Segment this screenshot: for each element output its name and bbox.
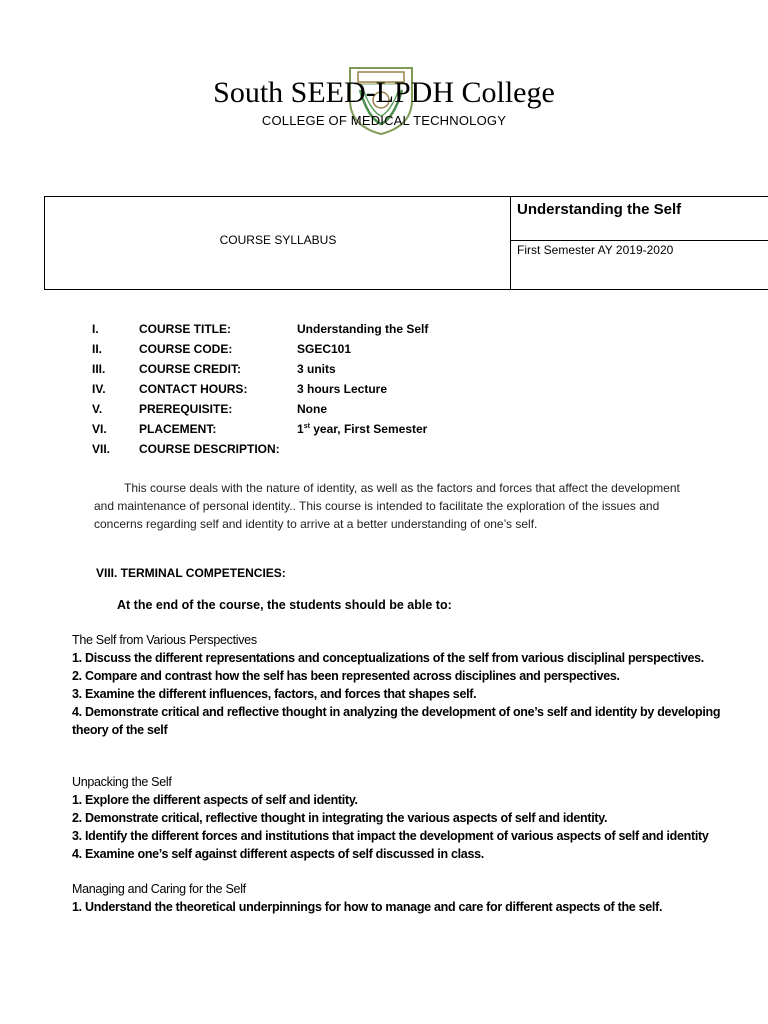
row-label: PREREQUISITE: bbox=[139, 402, 233, 416]
row-label: CONTACT HOURS: bbox=[139, 382, 248, 396]
list-item: 1. Discuss the different representations and conceptualizations of the self from various disciplinal perspectives. bbox=[72, 651, 704, 665]
row-label: COURSE TITLE: bbox=[139, 322, 231, 336]
row-value: SGEC101 bbox=[297, 342, 352, 356]
course-description bbox=[94, 479, 694, 533]
list-item: 4. Examine one’s self against different aspects of self discussed in class. bbox=[72, 847, 484, 861]
terminal-competencies-intro: At the end of the course, the students should be able to: bbox=[117, 598, 452, 612]
row-label: COURSE CREDIT: bbox=[139, 362, 242, 376]
list-item: 2. Demonstrate critical, reflective thought in integrating the various aspects of self and identity. bbox=[72, 811, 608, 825]
list-item: 3. Examine the different influences, factors, and forces that shapes self. bbox=[72, 687, 477, 701]
term-label: First Semester AY 2019-2020 bbox=[517, 243, 674, 257]
list-item: 4. Demonstrate critical and reflective thought in analyzing the development of one’s self and identity by developing theory of the self bbox=[72, 705, 721, 737]
row-value bbox=[297, 422, 427, 436]
list-item: 1. Understand the theoretical underpinnings for how to manage and care for different aspects of the self. bbox=[72, 900, 663, 914]
row-value: None bbox=[297, 402, 327, 416]
course-description-text: This course deals with the nature of identity, as well as the factors and forces that affect the development and maintenance of personal identity.. This course is intended to facilitate the exploration of the issues and concerns regarding self and identity to arrive at a better understanding of one’s self. bbox=[94, 481, 680, 531]
row-value: Understanding the Self bbox=[297, 322, 429, 336]
terminal-competencies-heading: VIII. TERMINAL COMPETENCIES: bbox=[96, 566, 286, 580]
row-label: PLACEMENT: bbox=[139, 422, 217, 436]
list-item: 1. Explore the different aspects of self and identity. bbox=[72, 793, 358, 807]
competency-section bbox=[72, 880, 732, 916]
list-item: 3. Identify the different forces and institutions that impact the development of various aspects of self and identity bbox=[72, 829, 709, 843]
list-item: 2. Compare and contrast how the self has been represented across disciplines and perspectives. bbox=[72, 669, 620, 683]
row-value: 3 hours Lecture bbox=[297, 382, 388, 396]
syllabus-label-cell bbox=[45, 197, 511, 289]
section-title: The Self from Various Perspectives bbox=[72, 633, 257, 647]
placement-rest: year, First Semester bbox=[309, 422, 428, 436]
competency-section bbox=[72, 773, 732, 863]
row-number: V. bbox=[92, 402, 103, 416]
row-number: I. bbox=[92, 322, 99, 336]
course-name-cell bbox=[511, 197, 768, 241]
section-title: Unpacking the Self bbox=[72, 775, 172, 789]
section-title: Managing and Caring for the Self bbox=[72, 882, 246, 896]
department-name: COLLEGE OF MEDICAL TECHNOLOGY bbox=[261, 113, 507, 128]
row-value: 3 units bbox=[297, 362, 336, 376]
placement-year: 1 bbox=[297, 422, 304, 436]
row-number: II. bbox=[92, 342, 103, 356]
row-number: III. bbox=[92, 362, 106, 376]
row-number: IV. bbox=[92, 382, 106, 396]
row-number: VI. bbox=[92, 422, 107, 436]
competency-section bbox=[72, 631, 732, 739]
row-label: COURSE CODE: bbox=[139, 342, 233, 356]
syllabus-header-table bbox=[44, 196, 768, 290]
college-name: South SEED-LPDH College bbox=[213, 76, 555, 109]
course-name: Understanding the Self bbox=[517, 201, 682, 218]
ordinal-suffix: st bbox=[303, 423, 310, 430]
course-syllabus-label: COURSE SYLLABUS bbox=[219, 233, 337, 247]
row-label: COURSE DESCRIPTION: bbox=[139, 442, 280, 456]
row-number: VII. bbox=[92, 442, 111, 456]
